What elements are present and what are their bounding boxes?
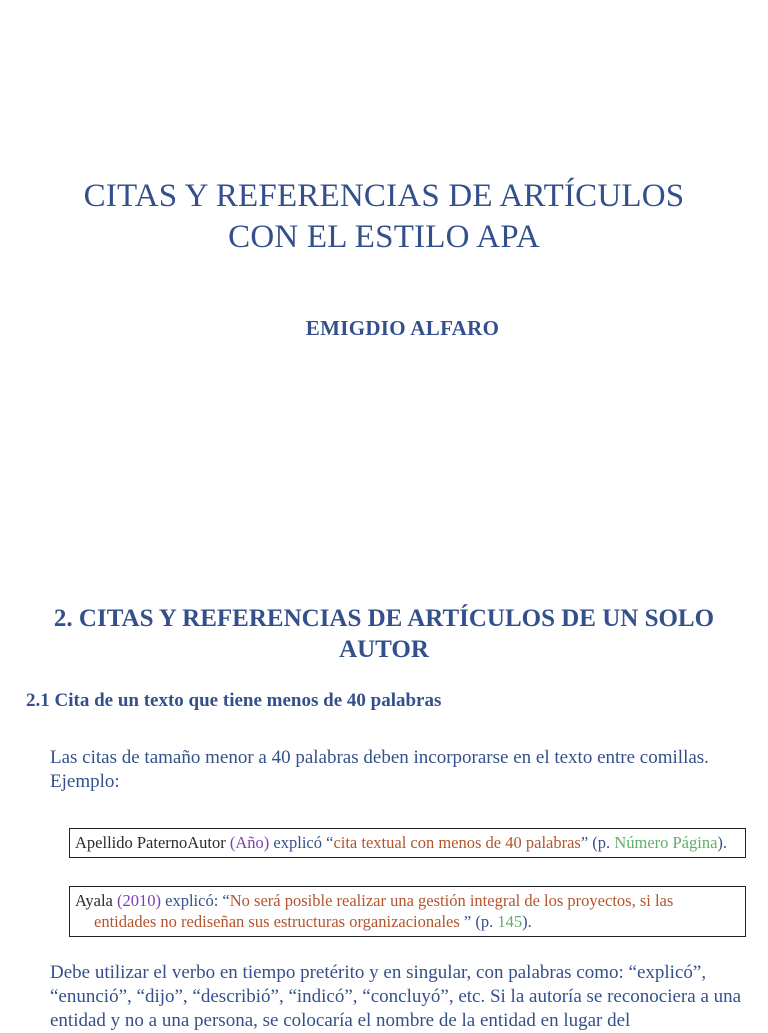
template-page: Número Página (614, 833, 718, 852)
title-line-1: CITAS Y REFERENCIAS DE ARTÍCULOS (83, 178, 685, 214)
citation-template-box (69, 828, 746, 858)
citation-example-box (69, 886, 746, 937)
template-end: ). (717, 833, 728, 852)
title-line-2: CON EL ESTILO APA (228, 219, 540, 255)
body-paragraph: Debe utilizar el verbo en tiempo pretérito y en singular, con palabras como: “explicó”, “enunció”, “dijo”, “describió”, “indicó”, “concluyó”, etc. Si la autoría se reconociera a una entidad y no a una persona, se colocaría el nombre de la entidad en lugar del (50, 962, 742, 1031)
intro-paragraph: Las citas de tamaño menor a 40 palabras deben incorporarse en el texto entre comillas. Ejemplo: (50, 747, 709, 792)
document-title (0, 176, 768, 258)
citation-template-text (75, 832, 737, 853)
example-year: 2010 (122, 891, 156, 910)
citation-example-text (75, 890, 737, 932)
template-author: Apellido PaternoAutor (75, 833, 226, 852)
subsection-heading: 2.1 Cita de un texto que tiene menos de 40 palabras (26, 690, 442, 711)
template-year: (Año) (229, 833, 270, 852)
template-close: ” (p. (580, 833, 615, 852)
example-verb: explicó: “ (161, 891, 230, 910)
section-heading (0, 603, 768, 665)
example-page: 145 (497, 912, 523, 931)
template-verb: explicó “ (269, 833, 334, 852)
section-heading-line-1: 2. CITAS Y REFERENCIAS DE ARTÍCULOS DE UN SOLO (53, 605, 715, 632)
example-quote: No será posible realizar una gestión integral de los proyectos, si las entidades no rediseñan sus estructuras organizacionales (94, 891, 674, 931)
example-year-close: ) (155, 891, 162, 910)
example-author: Ayala (75, 891, 113, 910)
template-quote: cita textual con menos de 40 palabras (333, 833, 581, 852)
section-heading-line-2: AUTOR (339, 636, 429, 663)
example-end: ). (522, 912, 532, 931)
example-close: ” (p. (463, 912, 498, 931)
author-name: EMIGDIO ALFARO (305, 316, 500, 340)
example-year-open: ( (112, 891, 123, 910)
